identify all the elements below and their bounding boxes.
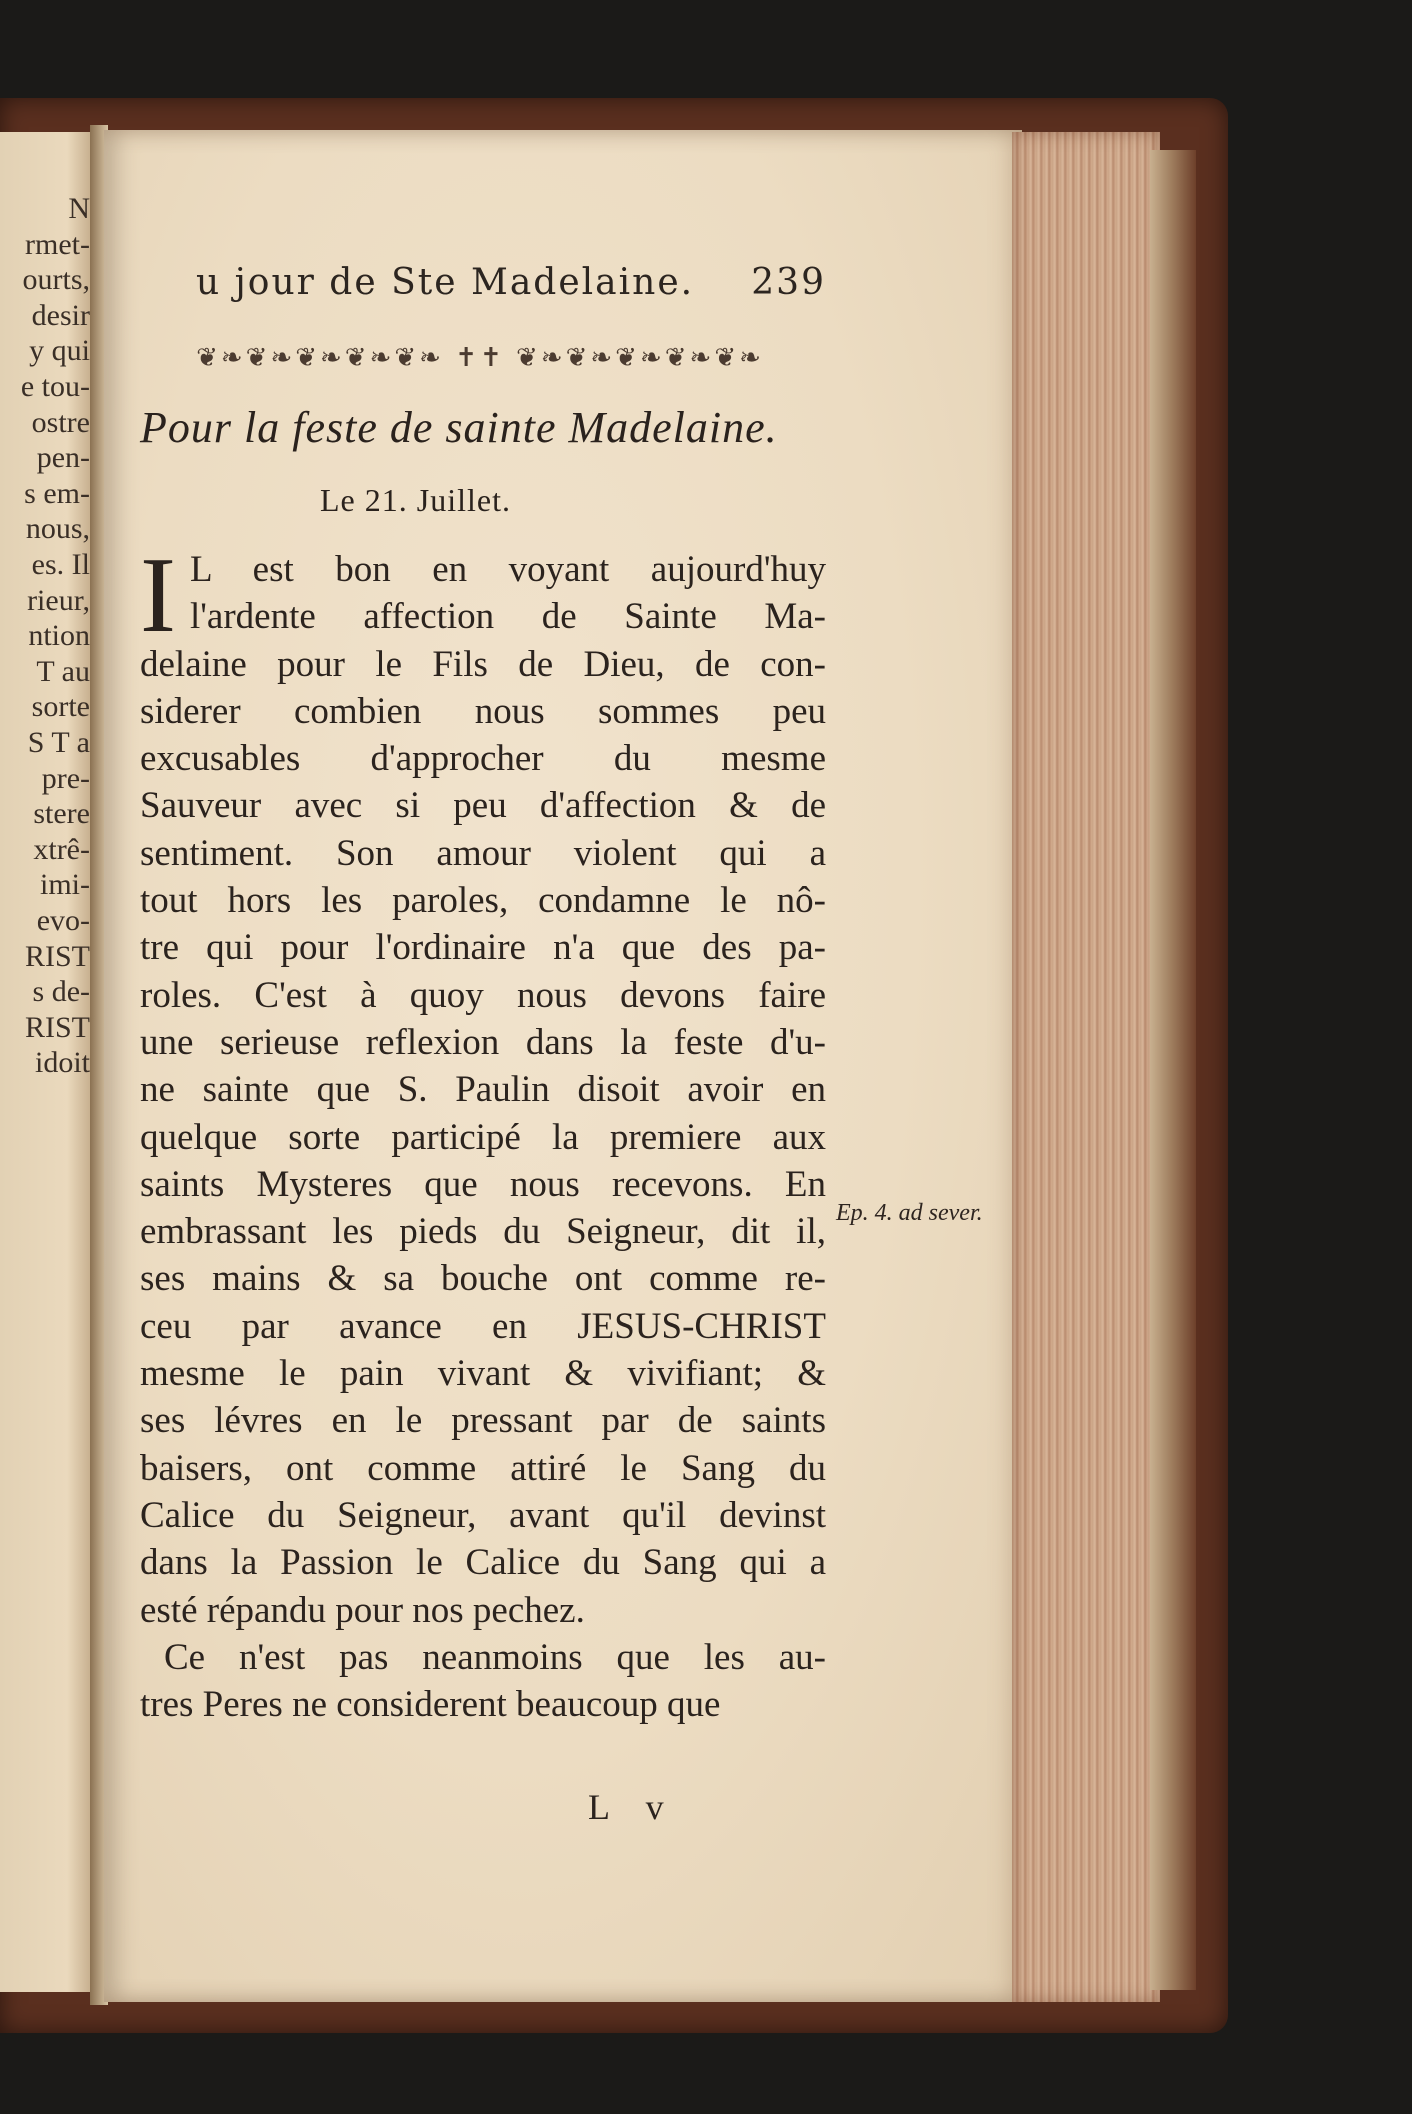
left-page-fragment: ourts, bbox=[22, 263, 90, 297]
left-page-fragment: stere bbox=[33, 797, 90, 831]
left-page-fragment: y qui bbox=[29, 334, 90, 368]
body-text bbox=[140, 536, 826, 1728]
text-line: une serieuse reflexion dans la feste d'u- bbox=[140, 1021, 826, 1063]
left-page-fragment: sorte bbox=[31, 690, 90, 724]
left-page-fragment: pre- bbox=[41, 761, 90, 795]
text-line: baisers, ont comme attiré le Sang du bbox=[140, 1447, 826, 1489]
text-line: sentiment. Son amour violent qui a bbox=[140, 832, 826, 874]
left-page-fragment: xtrê- bbox=[33, 832, 90, 866]
left-page-fragment: e tou- bbox=[20, 370, 90, 403]
page-edges bbox=[1012, 132, 1160, 2002]
text-line: esté répandu pour nos pechez. bbox=[140, 1589, 585, 1631]
left-page-fragment: rieur, bbox=[27, 583, 90, 617]
text-line: tout hors les paroles, condamne le nô- bbox=[140, 880, 826, 922]
text-line: tres Peres ne considerent beaucoup que bbox=[140, 1684, 721, 1726]
section-date: Le 21. Juillet. bbox=[320, 482, 511, 518]
text-line: ceu par avance en JESUS-CHRIST bbox=[140, 1305, 826, 1347]
running-head bbox=[196, 262, 826, 303]
left-page-fragment: ntion bbox=[28, 619, 90, 653]
left-page-fragment: desir bbox=[31, 298, 90, 332]
text-line: ses mains & sa bouche ont comme re- bbox=[140, 1258, 826, 1300]
text-line: roles. C'est à quoy nous devons faire bbox=[140, 974, 826, 1016]
text-line: saints Mysteres que nous recevons. En bbox=[140, 1163, 826, 1205]
text-line: ses lévres en le pressant par de saints bbox=[140, 1400, 826, 1442]
left-page-fragment: RIST bbox=[24, 1010, 90, 1044]
left-page-fragment: RIST bbox=[24, 939, 90, 973]
left-page-fragment: imi- bbox=[40, 868, 90, 902]
left-page-fragment: idoit bbox=[34, 1046, 90, 1080]
left-page-fragment: rmet- bbox=[25, 227, 90, 261]
text-line: quelque sorte participé la premiere aux bbox=[140, 1116, 826, 1158]
text-line: Sauveur avec si peu d'affection & de bbox=[140, 785, 826, 827]
text-line: delaine pour le Fils de Dieu, de con- bbox=[140, 643, 826, 685]
left-page-fragment: T au bbox=[36, 654, 90, 688]
left-page-fragment: N bbox=[68, 192, 90, 225]
section-title: Pour la feste de sainte Madelaine. bbox=[140, 403, 778, 452]
running-head-title: u jour de Ste Madelaine. bbox=[196, 262, 695, 303]
text-line: Ce n'est pas neanmoins que les au- bbox=[164, 1636, 826, 1678]
text-line: tre qui pour l'ordinaire n'a que des pa- bbox=[140, 927, 826, 969]
text-line: excusables d'approcher du mesme bbox=[140, 738, 826, 780]
left-page bbox=[0, 132, 96, 1992]
left-page-fragment: evo- bbox=[36, 904, 90, 937]
margin-note: Ep. 4. ad sever. bbox=[836, 1200, 983, 1226]
ornament-band: ❦❧❦❧❦❧❦❧❦❧ ✝✝ ❦❧❦❧❦❧❦❧❦❧ bbox=[196, 343, 764, 367]
left-page-fragment: pen- bbox=[36, 441, 90, 475]
text-line: ne sainte que S. Paulin disoit avoir en bbox=[140, 1069, 826, 1111]
page-number: 239 bbox=[751, 262, 826, 303]
drop-cap: I bbox=[140, 536, 176, 655]
left-page-fragment: s em- bbox=[24, 476, 90, 510]
left-page-fragment: s de- bbox=[32, 975, 90, 1009]
text-line: dans la Passion le Calice du Sang qui a bbox=[140, 1542, 826, 1584]
cover-edge bbox=[1150, 150, 1196, 1990]
left-page-fragment: ostre bbox=[31, 405, 90, 439]
left-page-fragment: nous, bbox=[25, 512, 90, 546]
text-line: Calice du Seigneur, avant qu'il devinst bbox=[140, 1494, 826, 1536]
left-page-fragment: S T a bbox=[27, 726, 90, 759]
text-line: siderer combien nous sommes peu bbox=[140, 690, 826, 732]
text-line: embrassant les pieds du Seigneur, dit il, bbox=[140, 1211, 826, 1253]
text-line: mesme le pain vivant & vivifiant; & bbox=[140, 1353, 826, 1395]
text-line: l'ardente affection de Sainte Ma- bbox=[189, 596, 826, 638]
text-line: L est bon en voyant aujourd'huy bbox=[189, 549, 826, 590]
left-page-fragment: es. Il bbox=[31, 548, 90, 581]
signature-mark: L v bbox=[588, 1787, 678, 1827]
